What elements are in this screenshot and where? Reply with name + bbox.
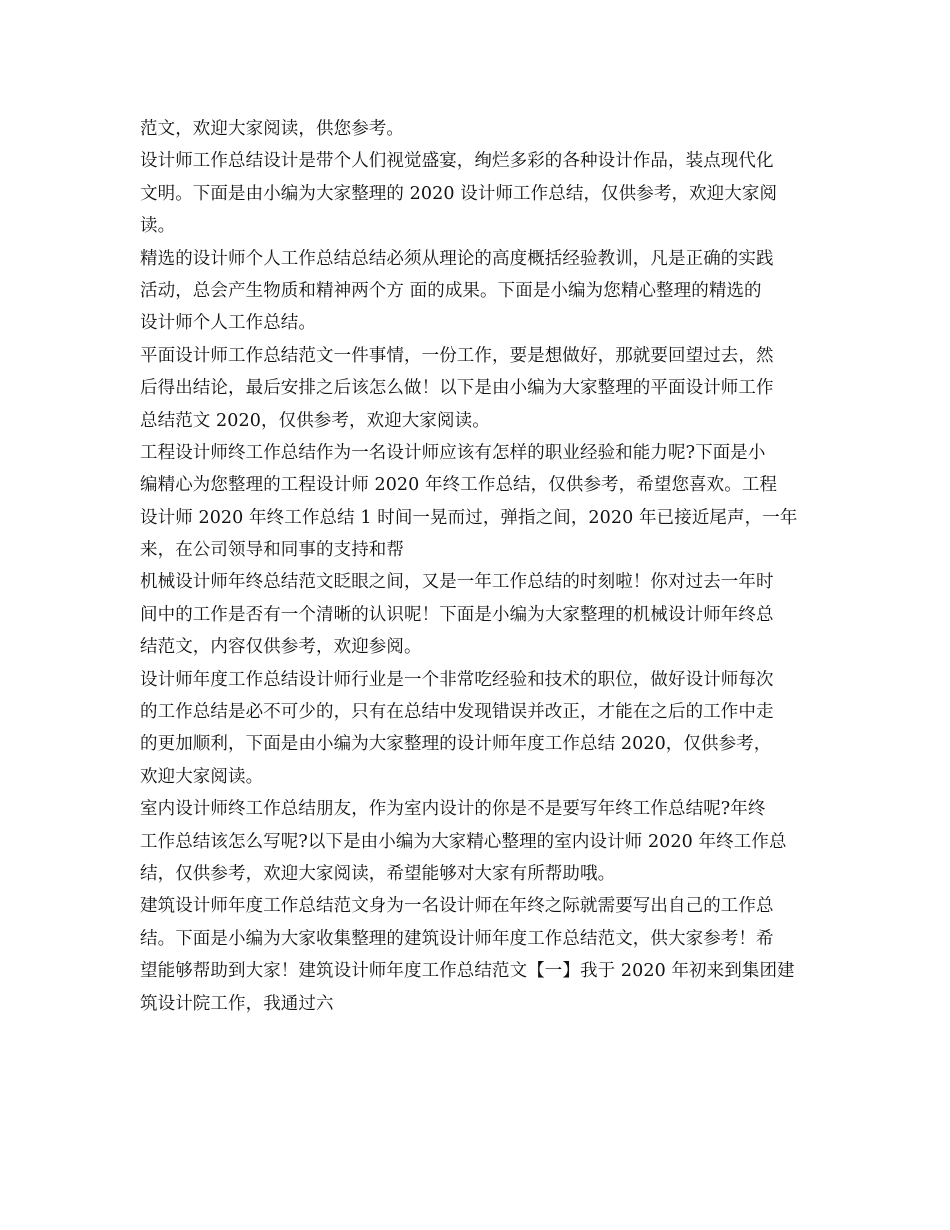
text-line: 筑设计院工作，我通过六 bbox=[140, 993, 334, 1014]
text-line: 来，在公司领导和同事的支持和帮 bbox=[140, 540, 404, 561]
text-line: 的更加顺利，下面是由小编为大家整理的设计师年度工作总结 2020，仅供参考， bbox=[140, 734, 772, 755]
text-line: 平面设计师工作总结范文一件事情，一份工作，要是想做好，那就要回望过去，然 bbox=[140, 345, 774, 366]
text-line: 工作总结该怎么写呢?以下是由小编为大家精心整理的室内设计师 2020 年终工作总 bbox=[140, 831, 787, 852]
text-line: 设计师工作总结设计是带个人们视觉盛宴，绚烂多彩的各种设计作品，装点现代化 bbox=[140, 151, 774, 172]
text-line: 精选的设计师个人工作总结总结必须从理论的高度概括经验教训，凡是正确的实践 bbox=[140, 248, 774, 269]
text-line: 机械设计师年终总结范文眨眼之间，又是一年工作总结的时刻啦！你对过去一年时 bbox=[140, 572, 774, 593]
document-body bbox=[140, 113, 820, 1020]
text-line: 室内设计师终工作总结朋友，作为室内设计的你是不是要写年终工作总结呢?年终 bbox=[140, 799, 766, 820]
text-line: 编精心为您整理的工程设计师 2020 年终工作总结，仅供参考，希望您喜欢。工程 bbox=[140, 475, 778, 496]
text-line: 结。下面是小编为大家收集整理的建筑设计师年度工作总结范文，供大家参考！希 bbox=[140, 928, 774, 949]
text-line: 结，仅供参考，欢迎大家阅读，希望能够对大家有所帮助哦。 bbox=[140, 863, 616, 884]
text-line: 文明。下面是由小编为大家整理的 2020 设计师工作总结，仅供参考，欢迎大家阅 bbox=[140, 183, 778, 204]
text-line: 设计师年度工作总结设计师行业是一个非常吃经验和技术的职位，做好设计师每次 bbox=[140, 669, 774, 690]
text-line: 间中的工作是否有一个清晰的认识呢！下面是小编为大家整理的机械设计师年终总 bbox=[140, 604, 774, 625]
text-line: 活动，总会产生物质和精神两个方 面的成果。下面是小编为您精心整理的精选的 bbox=[140, 280, 762, 301]
text-line: 建筑设计师年度工作总结范文身为一名设计师在年终之际就需要写出自己的工作总 bbox=[140, 896, 774, 917]
text-line: 欢迎大家阅读。 bbox=[140, 766, 264, 787]
text-line: 工程设计师终工作总结作为一名设计师应该有怎样的职业经验和能力呢?下面是小 bbox=[140, 442, 766, 463]
text-line: 读。 bbox=[140, 216, 176, 237]
text-line: 后得出结论，最后安排之后该怎么做！以下是由小编为大家整理的平面设计师工作 bbox=[140, 378, 774, 399]
text-line: 结范文，内容仅供参考，欢迎参阅。 bbox=[140, 637, 422, 658]
text-line: 的工作总结是必不可少的，只有在总结中发现错误并改正，才能在之后的工作中走 bbox=[140, 702, 774, 723]
text-line: 设计师个人工作总结。 bbox=[140, 313, 316, 334]
text-line: 总结范文 2020，仅供参考，欢迎大家阅读。 bbox=[140, 410, 490, 431]
text-line: 望能够帮助到大家！建筑设计师年度工作总结范文【一】我于 2020 年初来到集团建 bbox=[140, 961, 795, 982]
text-line: 范文，欢迎大家阅读，供您参考。 bbox=[140, 119, 404, 139]
text-line: 设计师 2020 年终工作总结 1 时间一晃而过，弹指之间，2020 年已接近尾声，一年 bbox=[140, 507, 798, 528]
